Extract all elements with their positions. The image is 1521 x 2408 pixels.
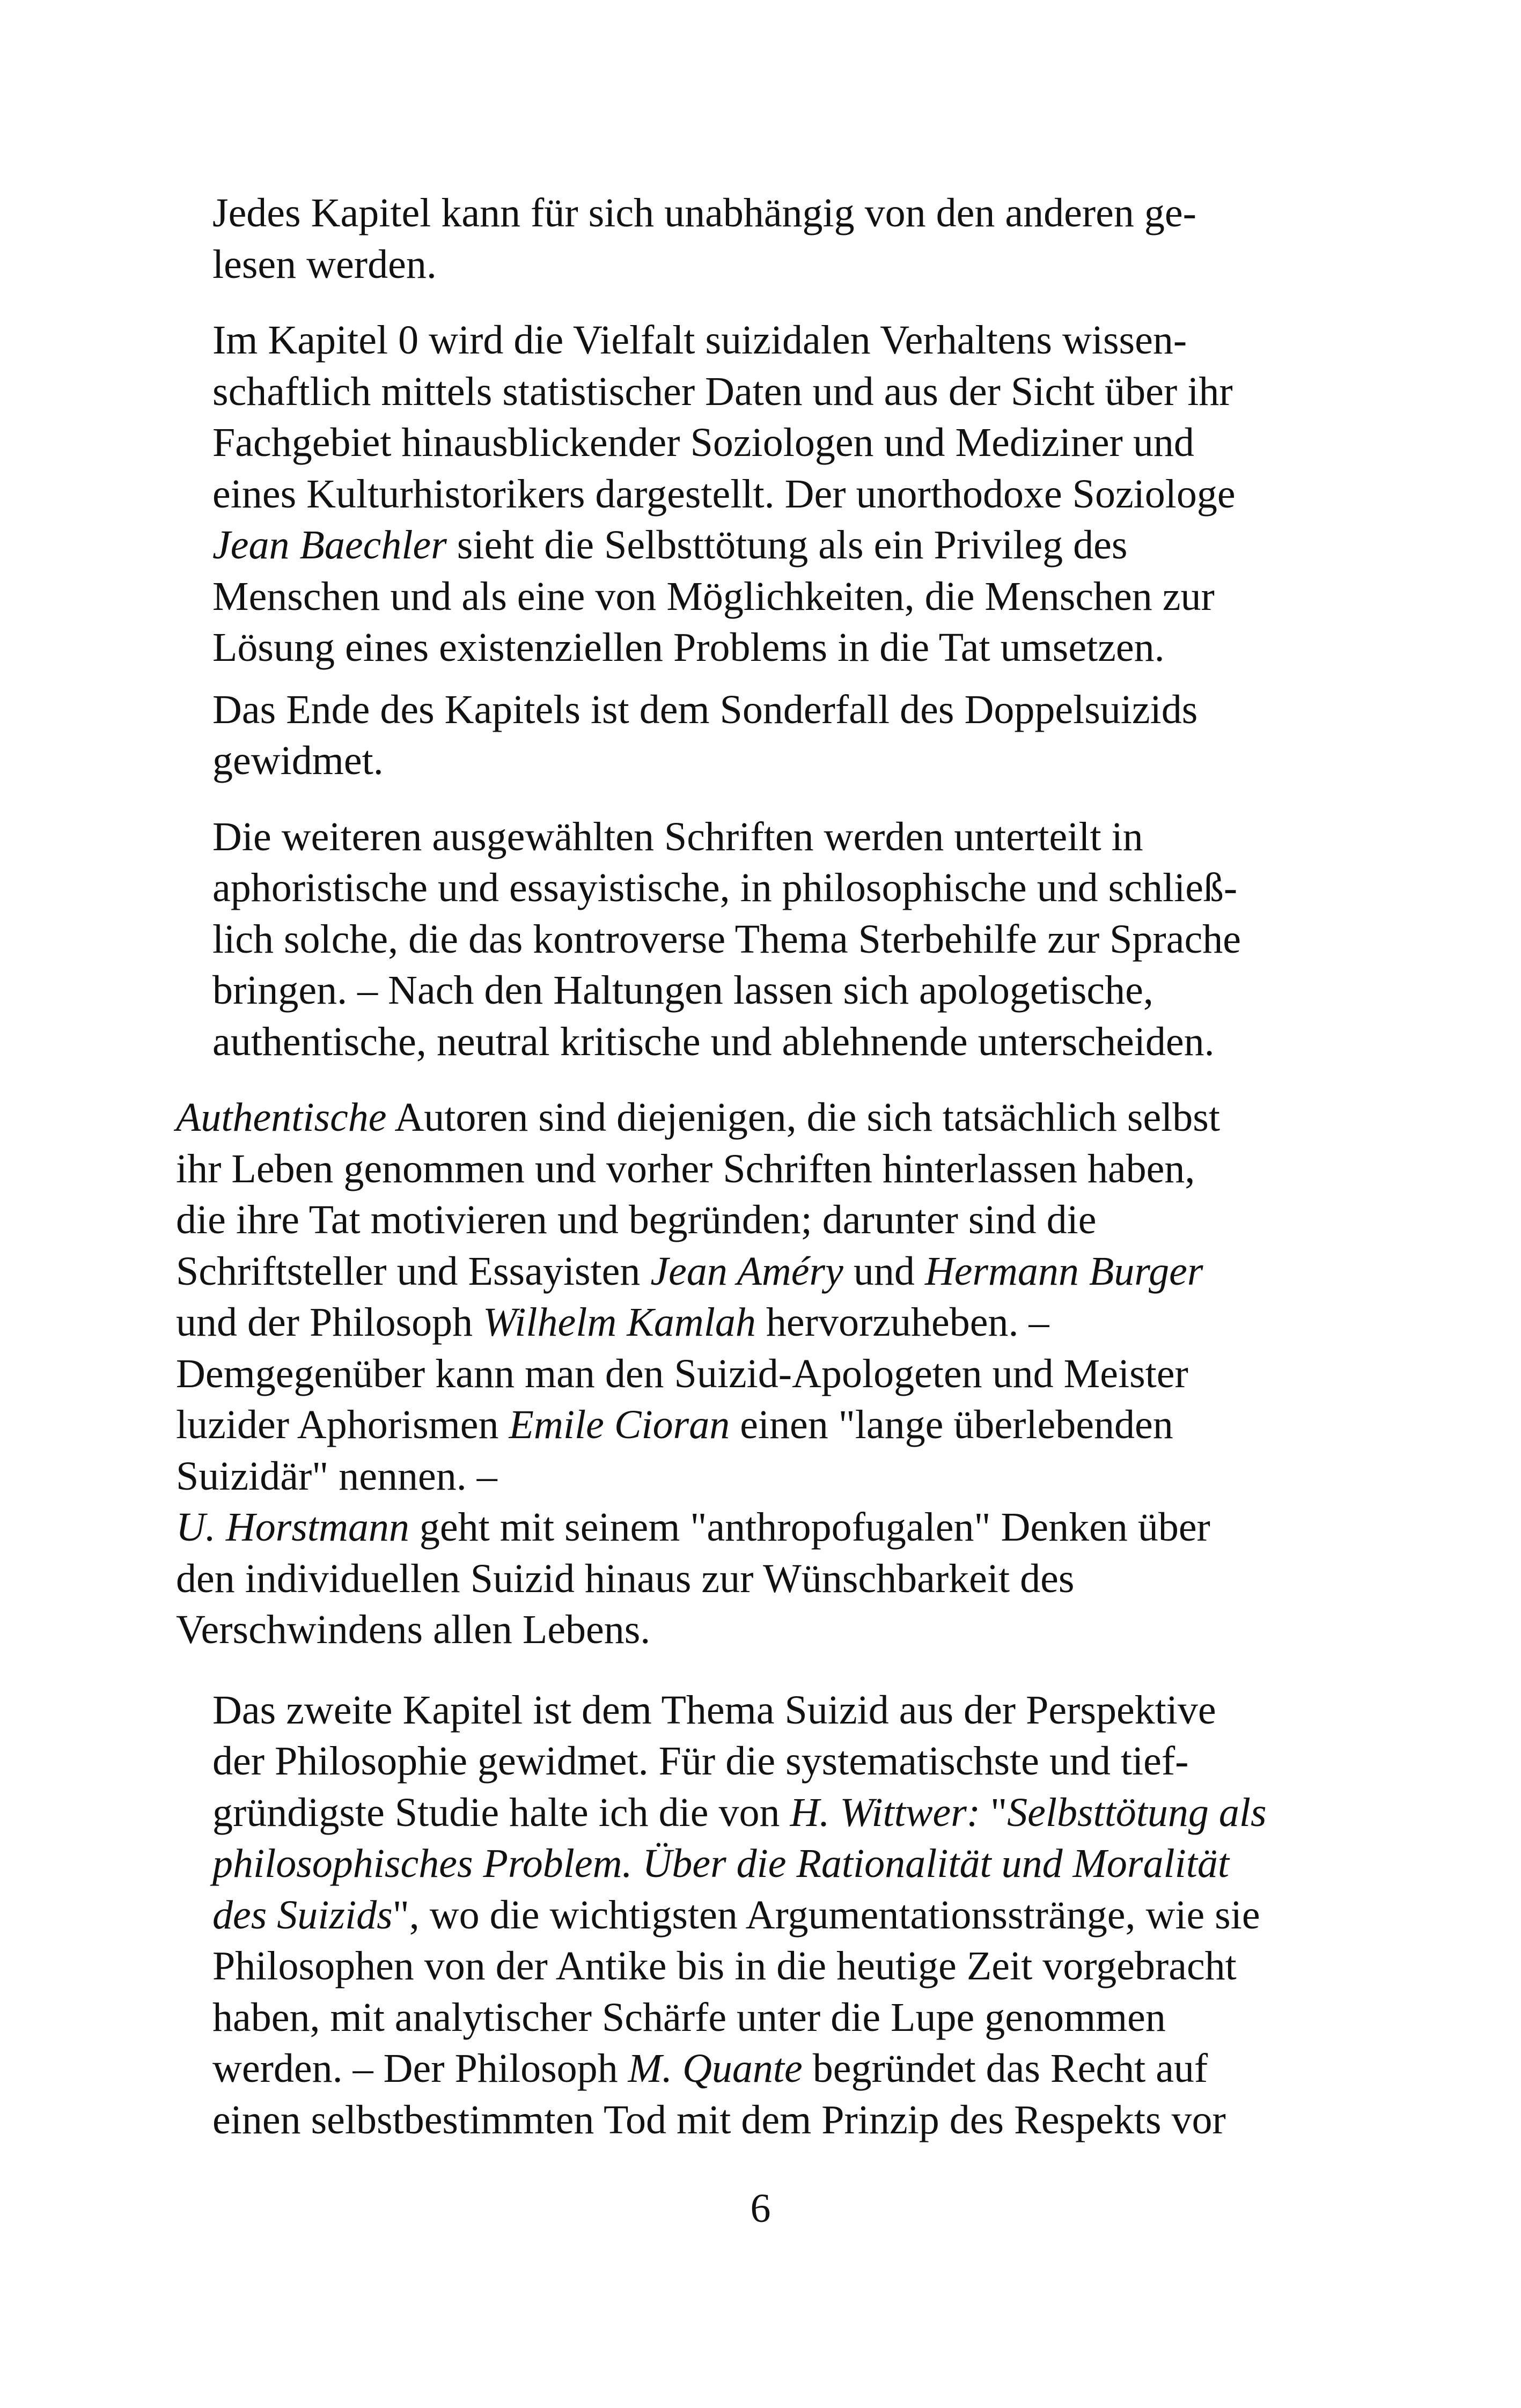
author-name: H. Wittwer:: [790, 1790, 981, 1835]
paragraph-cioran: [176, 1349, 1329, 1503]
paragraph-chapter-zero: [176, 315, 1329, 674]
text-line: Philosophen von der Antike bis in die heutige Zeit vorgebracht: [212, 1943, 1237, 1989]
paragraph-horstmann: [176, 1502, 1329, 1656]
text-line: die ihre Tat motivieren und begründen; darunter sind die: [176, 1197, 1097, 1242]
author-name: Wilhelm Kamlah: [483, 1300, 756, 1345]
text-line: Jedes Kapitel kann für sich unabhängig von den anderen ge-: [212, 190, 1196, 235]
text-line: Menschen und als eine von Möglichkeiten, die Menschen zur: [212, 573, 1215, 619]
text-line: gründigste Studie halte ich die von H. Wittwer: "Selbsttötung als: [212, 1790, 1267, 1835]
text-line: luzider Aphorismen Emile Cioran einen "lange überlebenden: [176, 1402, 1173, 1447]
page-body: [176, 188, 1329, 2146]
text-line: und der Philosoph Wilhelm Kamlah hervorzuheben. –: [176, 1300, 1049, 1345]
paragraph-intro: [176, 188, 1329, 290]
author-name: Emile Cioran: [509, 1402, 730, 1447]
text-line: aphoristische und essayistische, in philosophische und schließ-: [212, 865, 1238, 910]
text-line: Im Kapitel 0 wird die Vielfalt suizidalen Verhaltens wissen-: [212, 318, 1187, 363]
text-line: Lösung eines existenziellen Problems in die Tat umsetzen.: [212, 625, 1165, 670]
text-line: Fachgebiet hinausblickender Soziologen und Mediziner und: [212, 420, 1194, 465]
text-line: Das zweite Kapitel ist dem Thema Suizid aus der Perspektive: [212, 1687, 1216, 1733]
text-line: ihr Leben genommen und vorher Schriften hinterlassen haben,: [176, 1146, 1195, 1191]
text-line: haben, mit analytischer Schärfe unter die Lupe genommen: [212, 1994, 1166, 2040]
paragraph-selected-writings: [176, 812, 1329, 1068]
text-line: der Philosophie gewidmet. Für die systematischste und tief-: [212, 1739, 1189, 1784]
text-line: bringen. – Nach den Haltungen lassen sich apologetische,: [212, 968, 1153, 1013]
text-line: schaftlich mittels statistischer Daten und aus der Sicht über ihr: [212, 369, 1233, 414]
text-line: werden. – Der Philosoph M. Quante begründet das Recht auf: [212, 2046, 1208, 2091]
book-title: des Suizids: [212, 1892, 393, 1938]
text-line: Suizidär" nennen. –: [176, 1453, 497, 1499]
author-name: U. Horstmann: [176, 1505, 409, 1550]
book-title: philosophisches Problem. Über die Rationalität und Moralität: [212, 1841, 1229, 1886]
paragraph-authentic-authors: [176, 1092, 1329, 1349]
text-line: lich solche, die das kontroverse Thema Sterbehilfe zur Sprache: [212, 916, 1241, 962]
text-line: Authentische Autoren sind diejenigen, die sich tatsächlich selbst: [176, 1095, 1220, 1140]
paragraph-second-chapter: [176, 1685, 1329, 2146]
author-name: Jean Améry: [650, 1248, 843, 1294]
text-line: Schriftsteller und Essayisten Jean Améry und Hermann Burger: [176, 1248, 1203, 1294]
text-line: einen selbstbestimmten Tod mit dem Prinzip des Respekts vor: [212, 2097, 1226, 2142]
text-line: den individuellen Suizid hinaus zur Wünschbarkeit des: [176, 1556, 1075, 1601]
author-name: M. Quante: [628, 2046, 803, 2091]
text-line: des Suizids", wo die wichtigsten Argumentationsstränge, wie sie: [212, 1892, 1260, 1938]
text-line: eines Kulturhistorikers dargestellt. Der unorthodoxe Soziologe: [212, 471, 1236, 517]
paragraph-double-suicide: [176, 684, 1329, 787]
text-line: [176, 1838, 1329, 1890]
text-line: Die weiteren ausgewählten Schriften werden unterteilt in: [212, 814, 1143, 859]
text-line: U. Horstmann geht mit seinem "anthropofugalen" Denken über: [176, 1505, 1210, 1550]
text-line: gewidmet.: [212, 738, 384, 783]
author-name: Jean Baechler: [212, 522, 447, 568]
text-line: authentische, neutral kritische und ablehnende unterscheiden.: [212, 1019, 1215, 1064]
text-line: Jean Baechler sieht die Selbsttötung als ein Privileg des: [212, 522, 1128, 568]
text-line: lesen werden.: [212, 241, 437, 287]
book-title: Selbsttötung als: [1007, 1790, 1267, 1835]
page-number: 6: [750, 2186, 771, 2231]
text-line: Das Ende des Kapitels ist dem Sonderfall des Doppelsuizids: [212, 687, 1198, 732]
text-line: Verschwindens allen Lebens.: [176, 1607, 651, 1652]
text-line: Demgegenüber kann man den Suizid-Apologeten und Meister: [176, 1351, 1188, 1396]
author-name: Hermann Burger: [924, 1248, 1203, 1294]
